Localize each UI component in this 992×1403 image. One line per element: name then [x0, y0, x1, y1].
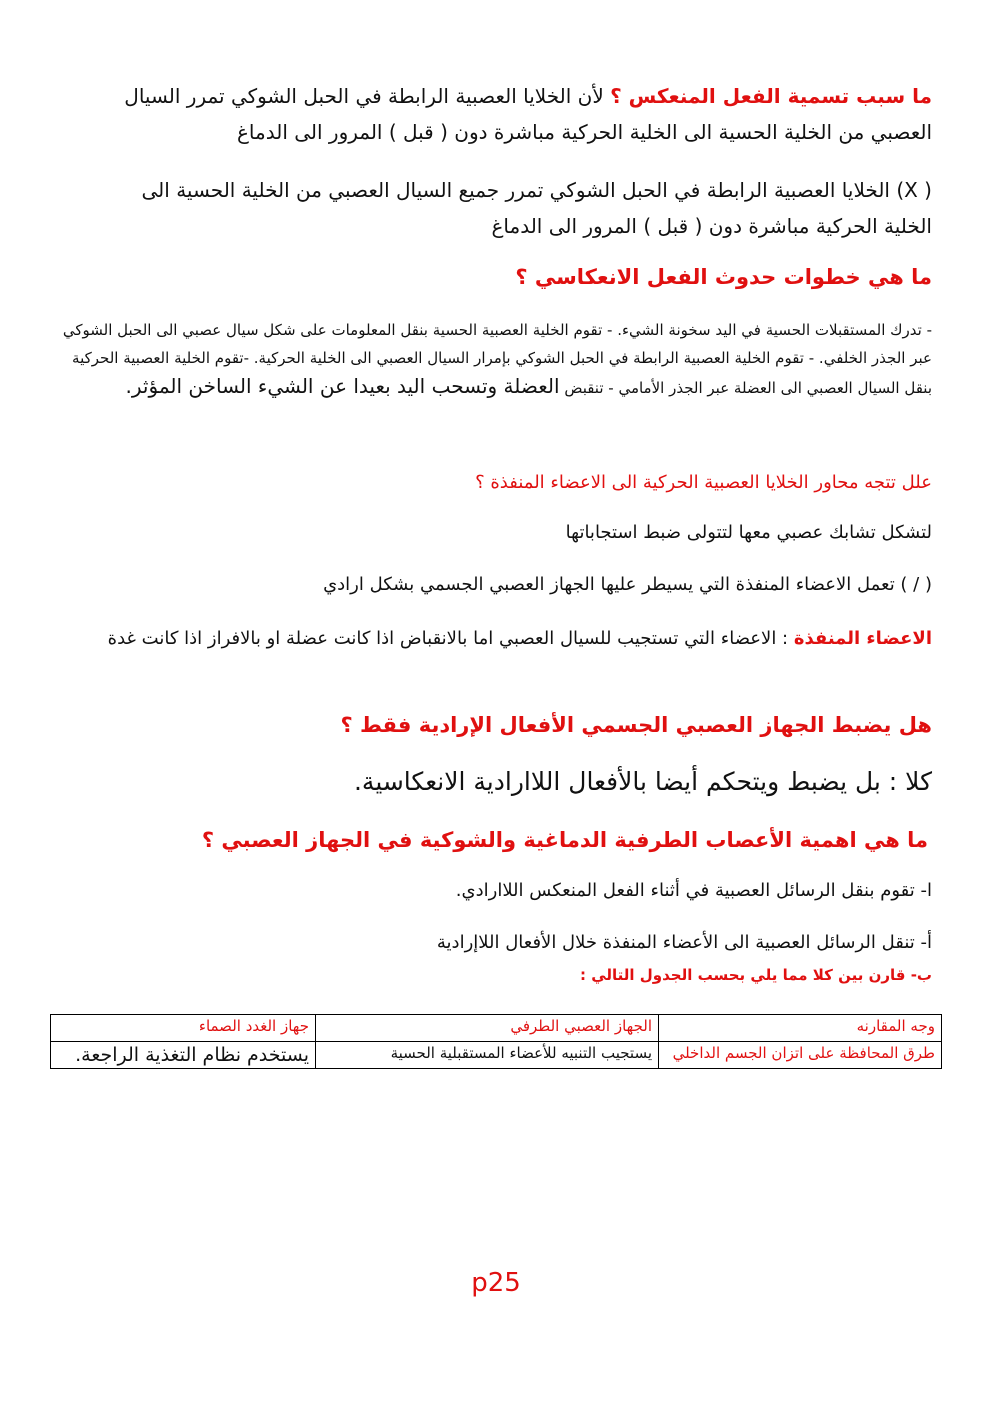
q4-question: ما هي اهمية الأعصاب الطرفية الدماغية والشوكية في الجهاز العصبي ؟ — [201, 828, 928, 852]
q1-answer: لأن الخلايا العصبية الرابطة في الحبل الشوكي تمرر السيال العصبي من الخلية الحسية الى الخلية الحركية مباشرة دون ( قبل ) المرور الى الدماغ — [124, 84, 932, 144]
q4-item-3: ب- قارن بين كلا مما يلي بحسب الجدول التالي : — [580, 966, 932, 984]
comparison-table — [50, 1014, 942, 1069]
table-header-row — [51, 1015, 942, 1042]
table-cell: يستخدم نظام التغذية الراجعة. — [51, 1042, 316, 1069]
definition-text: : الاعضاء التي تستجيب للسيال العصبي اما بالانقباض اذا كانت عضلة او بالافراز اذا كانت غدة — [107, 628, 789, 649]
q3-answer: كلا : بل يضبط ويتحكم أيضا بالأفعال اللاارادية الانعكاسية. — [353, 767, 932, 796]
q2-answer: لتشكل تشابك عصبي معها لتتولى ضبط استجاباتها — [565, 522, 932, 543]
table-header-cell: الجهاز العصبي الطرفي — [316, 1015, 659, 1042]
definition-term: الاعضاء المنفذة — [793, 628, 932, 649]
steps-heading: ما هي خطوات حدوث الفعل الانعكاسي ؟ — [515, 265, 932, 289]
steps-text-end: العضلة وتسحب اليد بعيدا عن الشيء الساخن المؤثر. — [125, 374, 560, 398]
q2-question: علل تتجه محاور الخلايا العصبية الحركية الى الاعضاء المنفذة ؟ — [475, 472, 932, 493]
q2-statement: ( / ) تعمل الاعضاء المنفذة التي يسيطر عليها الجهاز العصبي الجسمي بشكل ارادي — [323, 574, 932, 595]
q4-item-1: ا- تقوم بنقل الرسائل العصبية في أثناء الفعل المنعكس اللاارادي. — [455, 880, 932, 901]
table-cell: يستجيب التنبيه للأعضاء المستقبلية الحسية — [316, 1042, 659, 1069]
q1-block — [112, 78, 932, 150]
q4-item-2: أ- تنقل الرسائل العصبية الى الأعضاء المنفذة خلال الأفعال اللاإرادية — [436, 932, 932, 953]
correction-statement-1: ( X) الخلايا العصبية الرابطة في الحبل الشوكي تمرر جميع السيال العصبي من الخلية الحسية الى الخلية الحركية مباشرة دون ( قبل ) المرور الى الدماغ — [141, 178, 932, 238]
page-number: p25 — [471, 1268, 521, 1298]
definition-block — [60, 621, 932, 657]
table-cell: طرق المحافظة على اتزان الجسم الداخلي — [659, 1042, 942, 1069]
q1-question: ما سبب تسمية الفعل المنعكس ؟ — [610, 84, 932, 108]
table-header-cell: وجه المقارنه — [659, 1015, 942, 1042]
table-row — [51, 1042, 942, 1069]
q3-question: هل يضبط الجهاز العصبي الجسمي الأفعال الإرادية فقط ؟ — [340, 713, 932, 737]
steps-text: - تدرك المستقبلات الحسية في اليد سخونة الشيء. - تقوم الخلية العصبية الحسية بنقل المعلومات على شكل سيال عصبي الى الحبل الشوكي عبر الجذر الخلفي. - تقوم الخلية العصبية الرابطة في الحبل الشوكي بإمرار السيال العصبي الى الخلية الحركية. -تقوم الخلية العصبية الحركية بنقل السيال العصبي الى العضلة عبر الجذر الأمامي - تنقبض — [62, 321, 932, 397]
steps-body — [60, 316, 932, 402]
table-header-cell: جهاز الغدد الصماء — [51, 1015, 316, 1042]
